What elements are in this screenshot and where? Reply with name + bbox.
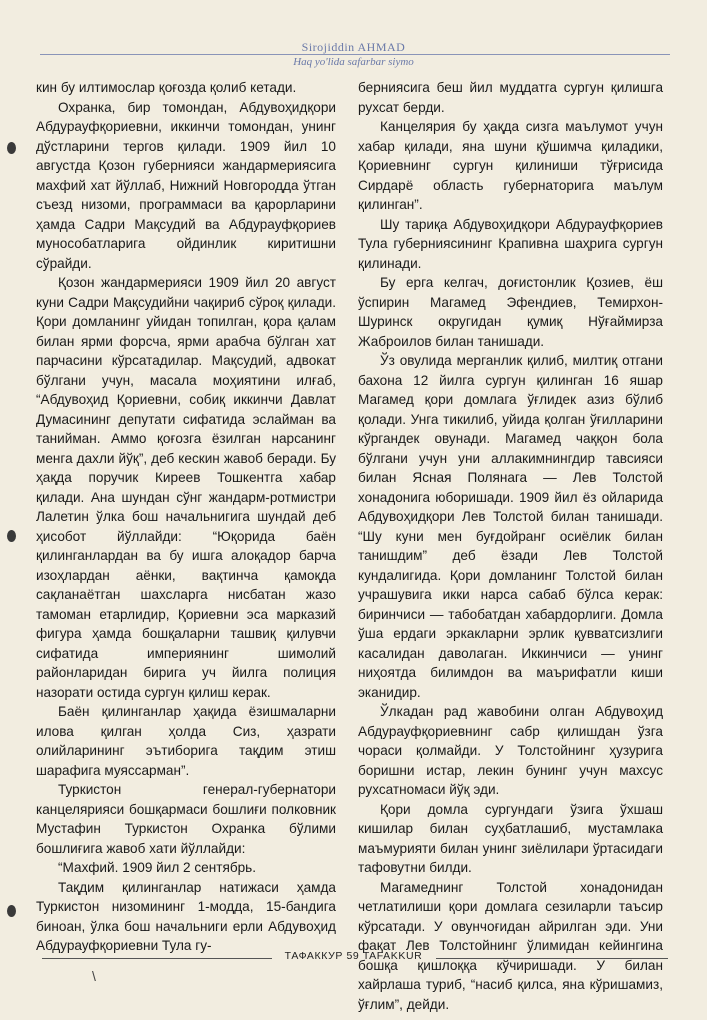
paragraph: Ўз овулида мерганлик қилиб, милтиқ отгани бахона 12 йилга сургун қилинган 16 яшар Магамед қори домлага ўғлидек азиз бўлиб қолади. Унга тикилиб, уйида қолган ўғилларини кўргандек овунади. Магамед чаққон бола бўлгани учун уни аллакимнингдир тавсияси билан Ясная Полянага — Лев Толстой хонадонига юборишади. 1909 йил ёз ойларида Абдувоҳидқори Лев Толстой билан танишади. “Шу куни мен буғдойранг осиёлик билан танишдим” деб ёзади Лев Толстой кундалигида. Қори домланинг Толстой билан учрашувига икки нарса сабаб бўлса керак: биринчиси — табобатдан хабардорлиги. Домла ўша ердаги эркакларни эрлик қувватсизлиги касалидан даволаган. Иккинчиси — унинг ниҳоятда билимдон ва маърифатли киши эканидир. (358, 353, 663, 700)
page-footer: ТАФАККУР 59 TAFAKKUR (284, 950, 423, 962)
paragraph: Бу ерга келгач, доғистонлик Қозиев, ёш ўспирин Магамед Эфендиев, Темирхон-Шуринск округидан қумиқ Нўғаймирза Жаброилов билан танишади. (358, 275, 663, 349)
paragraph: Канцелярия бу ҳақда сизга маълумот учун хабар қилади, яна шуни қўшимча қиладики, Қориевнинг сургун қилиниши тўғрисида Сирдарё область губернаторига маълум қилинган”. (358, 119, 663, 212)
paragraph: Қозон жандармерияси 1909 йил 20 август куни Садри Мақсудийни чақириб сўроқ қилади. Қори домланинг уйидан топилган, қора қалам билан ярми форсча, ярми арабча бўлган хат парчасини кўрсатадилар. Мақсудий, адвокат бўлгани учун, масала моҳиятини илғаб, “Абдувоҳид Қориевни, собиқ иккинчи Давлат Думасининг депутати сифатида эслайман ва танийман. Аммо қоғозга ёзилган нарсанинг менга дахли йўқ”, деб кескин жавоб беради. Бу ҳақда поручик Киреев Тошкентга хабар қилади. Ана шундан сўнг жандарм-ротмистри Лалетин ўлка бош начальнигига шундай деб ҳисобот йўллайди: “Юқорида баён қилинганлардан ва бу ишга алоқадор барча изоҳлардан аёнки, вақтинча қамоқда сақланаётган шахсларга нисбатан жазо тамоман етарлидир, Қориевни эса марказий фигура ҳамда бошқаларни ташвиқ қилувчи сифатида империянинг шимолий районларидан бирига уч йилга полиция назорати остида сургун қилиш керак. (36, 275, 336, 700)
paragraph: Шу тариқа Абдувоҳидқори Абдурауфқориев Тула губерниясининг Крапивна шаҳрига сургун қилинади. (358, 216, 663, 271)
paragraph: Туркистон генерал-губернатори канцелярияси бошқармаси бошлиғи полковник Мустафин Туркистон Охранка бўлими бошлиғига жавоб хати йўллайди: (36, 782, 336, 856)
left-text-column (36, 78, 336, 956)
paragraph: кин бу илтимослар қоғозда қолиб кетади. (36, 80, 297, 95)
header-divider (40, 54, 670, 55)
running-header-subtitle: Haq yo'lida safarbar siymo (293, 56, 414, 68)
footer-divider-right (436, 958, 668, 959)
paragraph: Қори домла сургундаги ўзига ўхшаш кишилар билан суҳбатлашиб, мустамлака маъмурияти билан унинг зиёлилари ўртасидаги тафовутни билди. (358, 801, 663, 875)
binding-hole-icon (7, 905, 16, 917)
binding-hole-icon (7, 142, 16, 154)
binding-hole-icon (7, 530, 16, 542)
paragraph: Баён қилинганлар ҳақида ёзишмаларни илова қилган ҳолда Сиз, ҳазрати олийларининг эътиборига тақдим этиш шарафига муяссарман”. (36, 704, 336, 778)
paragraph: Тақдим қилинганлар натижаси ҳамда Туркистон низомининг 1-модда, 15-бандига биноан, ўлка бош начальниги ерли Абдувоҳид Абдурауфқориевни Тула гу- (36, 879, 336, 953)
right-text-column (358, 78, 663, 1014)
paragraph: Ўлкадан рад жавобини олган Абдувоҳид Абдурауфқориевнинг сабр қилишдан ўзга чораси қолмайди. У Толстойнинг ҳузурига боришни истар, лекин бунинг учун махсус рухсатномаси йўқ эди. (358, 704, 663, 797)
running-header-author: Sirojiddin AHMAD (301, 40, 406, 54)
paragraph: “Махфий. 1909 йил 2 сентябрь. (58, 860, 257, 875)
paragraph: Охранка, бир томондан, Абдувоҳидқори Абдурауфқориевни, иккинчи томондан, унинг дўстларини тергов қилади. 1909 йил 10 августда Қозон губернияси жандармериясига махфий хат йўллаб, Нижний Новгородда ўтган съезд низоми, программаси ва қарорларини ҳамда Садри Мақсудий ва Абдурауфқориев мунособатларига ойдинлик киритишни сўрайди. (36, 99, 336, 271)
paragraph: Магамеднинг Толстой хонадонидан четлатилиши қори домлага сезиларли таъсир кўрсатади. У овунчоғидан айрилган эди. Уни фақат Лев Толстойнинг ўлимидан кейингина бошқа қишлоққа кўчиришади. У билан хайрлаша туриб, “насиб қилса, яна кўришамиз, ўғлим”, дейди. (358, 879, 663, 1012)
pencil-mark-icon: \ (92, 968, 96, 984)
paragraph: берниясига беш йил муддатга сургун қилишга рухсат берди. (358, 80, 663, 115)
